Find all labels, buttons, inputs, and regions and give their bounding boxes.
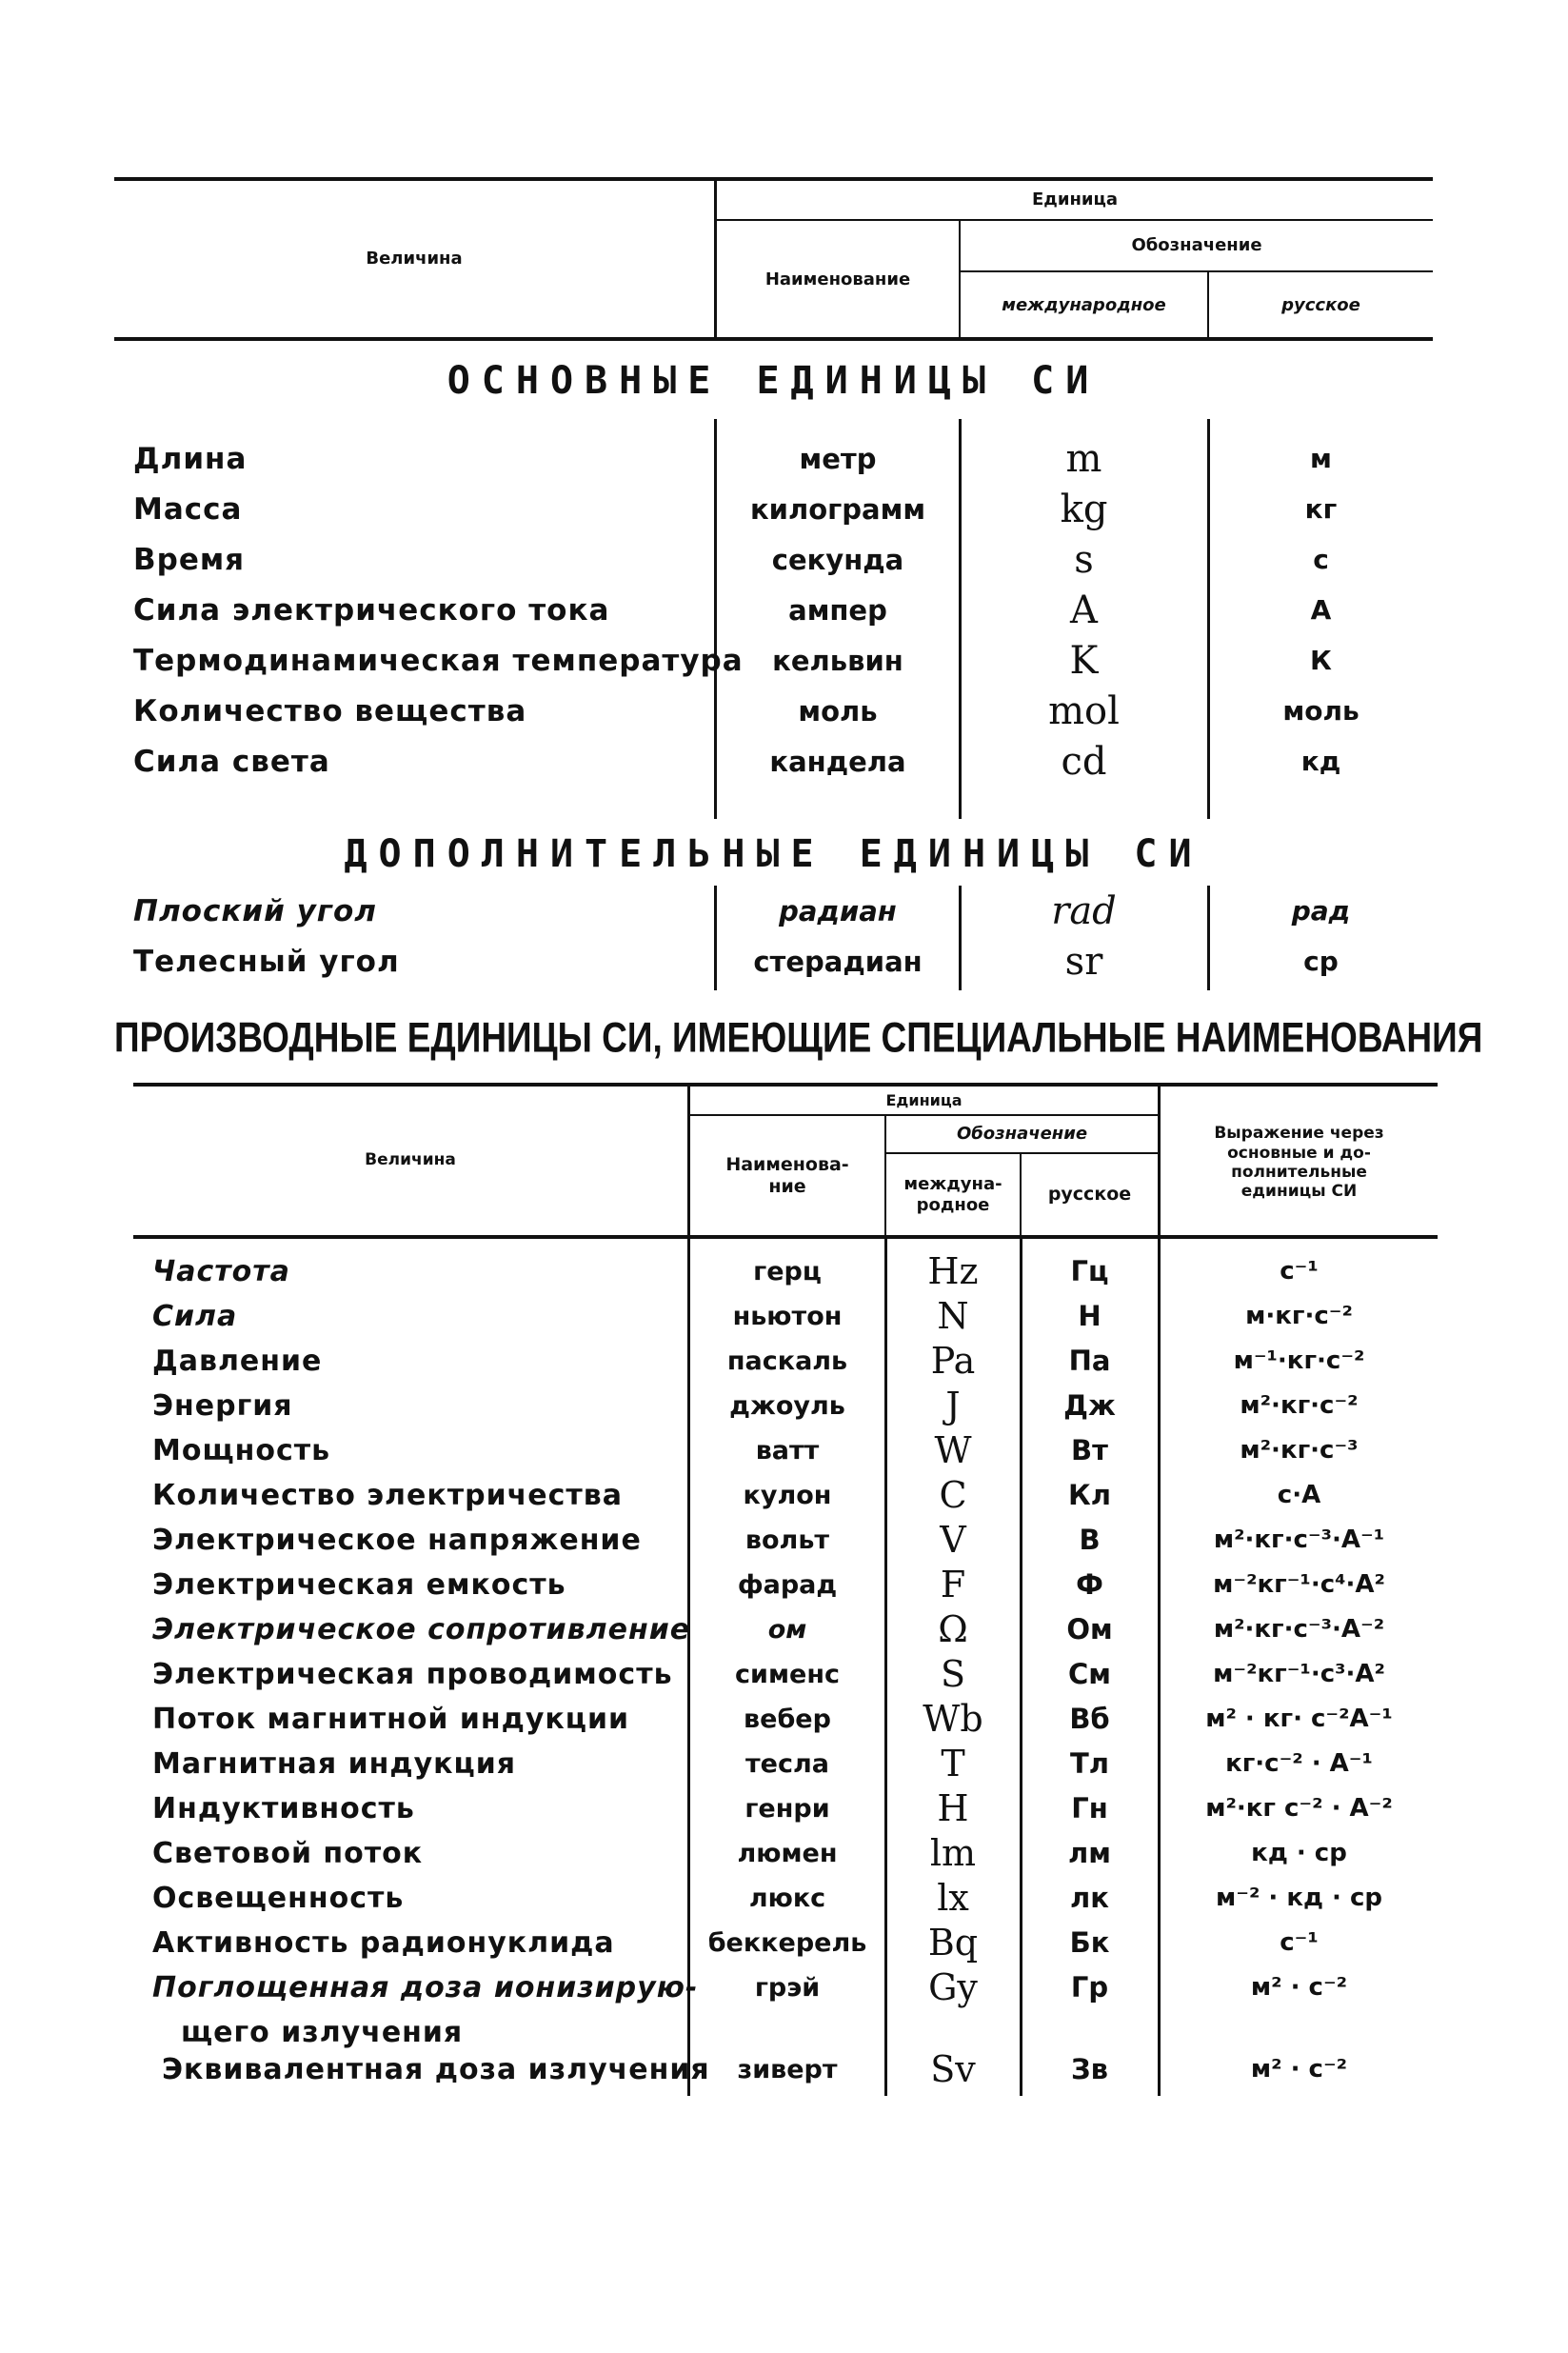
unit-name-cell: зиверт [737,2055,838,2084]
rus-symbol-cell: А [1310,594,1332,626]
unit-name-cell: вебер [744,1705,831,1734]
rus-symbol-cell: См [1068,1658,1111,1690]
table-row [0,736,1568,788]
intl-symbol-cell: W [934,1429,972,1471]
table-row [0,484,1568,535]
quantity-cell: Сила света [133,745,330,779]
intl-symbol-cell: T [941,1743,965,1785]
expression-cell: м² · кг· с⁻²А⁻¹ [1205,1705,1393,1733]
table-row [0,433,1568,485]
header-russian: русское [1281,295,1360,315]
table-row [0,635,1568,687]
intl-symbol-cell: N [937,1295,969,1337]
rus-symbol-cell: Н [1078,1300,1102,1332]
table-row [0,1697,1568,1742]
unit-name-cell: грэй [754,1973,821,2003]
unit-name-cell: тесла [745,1749,829,1779]
table-row [0,2047,1568,2092]
expression-cell: м²·кг·с⁻³·А⁻¹ [1213,1525,1385,1554]
rus-symbol-cell: Па [1068,1345,1111,1377]
rus-symbol-cell: м [1310,443,1332,474]
rus-symbol-cell: лм [1068,1837,1111,1869]
intl-symbol-cell: lx [937,1877,969,1919]
quantity-cell: Время [133,543,246,577]
unit-name-cell: ватт [755,1436,820,1466]
table-row [0,1518,1568,1563]
derived-units-title: ПРОИЗВОДНЫЕ ЕДИНИЦЫ СИ, ИМЕЮЩИЕ СПЕЦИАЛЬНЫЕ НАИМЕНОВАНИЯ [114,1013,1483,1061]
rus-symbol-cell: с [1313,544,1329,575]
base-units-title: ОСНОВНЫЕ ЕДИНИЦЫ СИ [447,359,1101,403]
intl-symbol-cell: Ω [938,1608,968,1650]
intl-symbol-cell: C [939,1474,967,1516]
unit-name-cell: кельвин [772,645,903,677]
header-name: Наименование [764,269,911,289]
intl-symbol-cell: H [937,1787,969,1829]
expression-cell: кд · ср [1251,1839,1347,1867]
intl-symbol-cell: K [1069,639,1099,683]
quantity-cell: Частота [152,1255,290,1288]
quantity-cell: Световой поток [152,1837,424,1870]
expression-cell: м² · с⁻² [1250,1973,1348,2002]
rus-symbol-cell: кд [1300,746,1341,777]
intl-symbol-cell: F [940,1564,966,1605]
table-row [0,1428,1568,1473]
expression-cell: м⁻²кг⁻¹·с³·А² [1213,1660,1385,1688]
intl-symbol-cell: Pa [930,1340,976,1382]
intl-symbol-cell: Gy [928,1966,978,2008]
quantity-cell: Масса [133,492,243,527]
header-bottom-rule [133,1235,1438,1239]
unit-name-cell: кулон [743,1481,832,1510]
quantity-cell: Поток магнитной индукции [152,1703,630,1736]
unit-name-cell: килограмм [749,493,926,526]
unit-name-cell: ом [767,1615,807,1645]
header-name: Наименова-ние [725,1153,849,1197]
table-row [0,1831,1568,1876]
quantity-cell: Поглощенная доза ионизирую- [152,1971,699,2004]
quantity-cell: Сила [152,1300,238,1333]
quantity-cell: Эквивалентная доза излучения [162,2053,710,2086]
unit-name-cell: вольт [744,1525,830,1555]
unit-name-cell: метр [799,443,877,475]
unit-name-cell: кандела [769,746,906,778]
header-unit: Единица [1032,189,1118,209]
table-row [0,1384,1568,1428]
expression-cell: м⁻² · кд · ср [1216,1884,1382,1912]
unit-name-cell: ампер [788,594,887,627]
rus-symbol-cell: Бк [1069,1926,1110,1959]
table-row [0,1742,1568,1786]
intl-symbol-cell: lm [929,1832,977,1874]
expression-cell: м·кг·с⁻² [1245,1302,1353,1330]
table-row [0,1249,1568,1294]
intl-symbol-cell: A [1070,588,1098,632]
header-expression: Выражение через основные и до-полнительные единицы СИ [1214,1124,1384,1202]
header-russian: русское [1047,1184,1132,1205]
rus-symbol-cell: Вб [1069,1703,1110,1735]
quantity-cell: Энергия [152,1389,293,1423]
quantity-cell: Количество электричества [152,1479,623,1512]
rus-symbol-cell: лк [1070,1882,1109,1914]
rus-symbol-cell: Гц [1070,1255,1109,1287]
quantity-cell: Длина [133,442,248,476]
rus-symbol-cell: Тл [1069,1747,1110,1780]
quantity-cell: Освещенность [152,1882,405,1915]
expression-cell: кг·с⁻² · А⁻¹ [1225,1749,1373,1778]
table-row [0,1876,1568,1921]
supplementary-units-title: ДОПОЛНИТЕЛЬНЫЕ ЕДИНИЦЫ СИ [344,832,1203,876]
table-row [0,585,1568,636]
header-international: международное [1002,295,1166,315]
rus-symbol-cell: Зв [1071,2053,1108,2085]
quantity-cell: Телесный угол [133,945,400,979]
intl-symbol-cell: Sv [930,2048,976,2090]
unit-name-cell: ньютон [732,1302,843,1331]
table-row [0,1965,1568,2055]
quantity-cell: Термодинамическая температура [133,644,744,678]
header-symbol: Обозначение [1131,235,1262,255]
table-row [0,1473,1568,1518]
expression-cell: с⁻¹ [1280,1257,1319,1286]
rus-symbol-cell: Вт [1071,1434,1108,1466]
expression-cell: с·А [1277,1481,1321,1509]
unit-name-cell: секунда [771,544,904,576]
expression-cell: м²·кг с⁻² · А⁻² [1205,1794,1393,1823]
rus-symbol-cell: моль [1282,695,1360,727]
unit-name-cell: джоуль [729,1391,845,1421]
rus-symbol-cell: Ф [1076,1568,1103,1601]
table-row [0,1921,1568,1965]
quantity-cell: Количество вещества [133,694,527,728]
intl-symbol-cell: Bq [927,1922,979,1964]
intl-symbol-cell: Hz [927,1250,979,1292]
rus-symbol-cell: рад [1291,895,1351,927]
quantity-cell: Активность радионуклида [152,1926,615,1960]
rus-symbol-cell: Кл [1068,1479,1111,1511]
expression-cell: м²·кг·с⁻³ [1240,1436,1359,1465]
expression-cell: с⁻¹ [1280,1928,1319,1957]
unit-name-cell: моль [798,695,878,728]
quantity-cell: Магнитная индукция [152,1747,516,1781]
rus-symbol-cell: В [1079,1524,1101,1556]
table-row [0,886,1568,937]
table-row [0,1339,1568,1384]
intl-symbol-cell: S [940,1653,966,1695]
intl-symbol-cell: V [940,1519,966,1561]
unit-name-cell: генри [744,1794,830,1824]
table-row [0,1563,1568,1607]
header-quantity: Величина [366,249,463,269]
rus-symbol-cell: К [1310,645,1332,676]
quantity-cell-continuation: щего излучения [181,2016,464,2049]
expression-cell: м² · с⁻² [1250,2055,1348,2084]
quantity-cell: Индуктивность [152,1792,415,1825]
unit-name-cell: стерадиан [753,946,923,978]
intl-symbol-cell: Wb [923,1698,983,1740]
table-row [0,1652,1568,1697]
quantity-cell: Плоский угол [133,894,378,928]
expression-cell: м⁻¹·кг·с⁻² [1233,1346,1365,1375]
unit-name-cell: сименс [735,1660,840,1689]
rus-symbol-cell: Гр [1070,1971,1109,2004]
unit-name-cell: радиан [779,895,897,927]
quantity-cell: Электрическая проводимость [152,1658,673,1691]
intl-symbol-cell: s [1074,538,1094,582]
table-row [0,1786,1568,1831]
quantity-cell: Электрическое сопротивление [152,1613,691,1646]
header-quantity: Величина [365,1150,456,1169]
rus-symbol-cell: кг [1304,493,1338,525]
unit-name-cell: фарад [737,1570,838,1600]
intl-symbol-cell: mol [1048,689,1120,733]
unit-name-cell: беккерель [707,1928,867,1958]
table-row [0,936,1568,987]
header-international: междуна-родное [903,1173,1002,1215]
expression-cell: м⁻²кг⁻¹·с⁴·А² [1213,1570,1385,1599]
unit-name-cell: герц [753,1257,822,1286]
rus-symbol-cell: Дж [1063,1389,1116,1422]
unit-name-cell: люмен [737,1839,838,1868]
header-unit: Единица [885,1091,963,1109]
header-symbol: Обозначение [956,1124,1088,1144]
unit-name-cell: паскаль [726,1346,848,1376]
quantity-cell: Мощность [152,1434,331,1467]
table-row [0,534,1568,586]
intl-symbol-cell: J [945,1385,961,1426]
quantity-cell: Электрическое напряжение [152,1524,642,1557]
quantity-cell: Электрическая емкость [152,1568,566,1602]
table-row [0,1607,1568,1652]
intl-symbol-cell: m [1065,437,1102,481]
intl-symbol-cell: sr [1064,940,1103,984]
table-row [0,686,1568,737]
quantity-cell: Давление [152,1345,323,1378]
table-row [0,1294,1568,1339]
rus-symbol-cell: Ом [1066,1613,1113,1645]
intl-symbol-cell: cd [1061,740,1107,784]
rus-symbol-cell: ср [1303,946,1339,977]
quantity-cell: Сила электрического тока [133,593,610,628]
expression-cell: м²·кг·с⁻² [1240,1391,1359,1420]
unit-name-cell: люкс [748,1884,826,1913]
expression-cell: м²·кг·с⁻³·А⁻² [1213,1615,1385,1644]
rus-symbol-cell: Гн [1071,1792,1108,1825]
intl-symbol-cell: kg [1060,488,1108,531]
intl-symbol-cell: rad [1051,889,1117,933]
